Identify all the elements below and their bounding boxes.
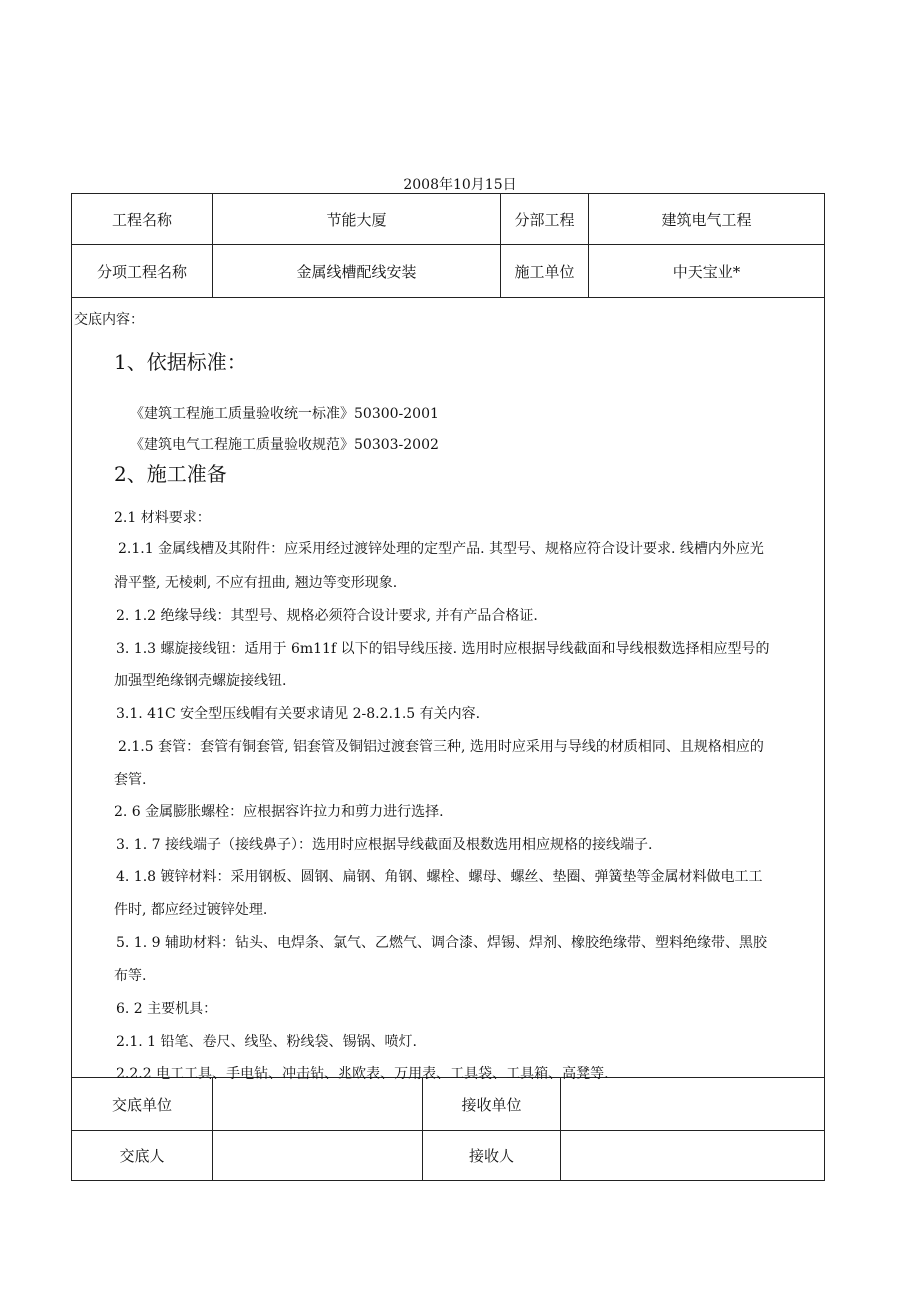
division-label: 分部工程 [500, 194, 588, 244]
content-line: 套管. [114, 772, 147, 788]
content-line: 2. 6 金属膨胀螺栓：应根据容许拉力和剪力进行选择. [114, 804, 444, 820]
division-value: 建筑电气工程 [588, 194, 824, 244]
content-line: 2.1.5 套管：套管有铜套管, 铝套管及铜铝过渡套管三种, 选用时应采用与导线的材质相同、且规格相应的 [118, 739, 764, 755]
sub-project-value: 金属线槽配线安装 [212, 245, 500, 297]
content-line: 5. 1. 9 辅助材料：钻头、电焊条、氯气、乙燃气、调合漆、焊锡、焊剂、橡胶绝缘带、塑料绝缘带、黑胶 [116, 935, 767, 951]
content-line: 2.2.2 电工工具、手电钻、冲击钻、兆欧表、万用表、工具袋、工具箱、高凳等. [116, 1066, 609, 1082]
content-line: 2.1.1 金属线槽及其附件：应采用经过渡锌处理的定型产品. 其型号、规格应符合设计要求. 线槽内外应光 [118, 541, 764, 557]
header-row-2 [72, 245, 824, 298]
content-line: 2. 1.2 绝缘导线：其型号、规格必须符合设计要求, 并有产品合格证. [116, 608, 538, 624]
sub-project-label: 分项工程名称 [96, 262, 187, 281]
section-2-title: 2、施工准备 [114, 462, 227, 486]
standard-line-2: 《建筑电气工程施工质量验收规范》50303-2002 [130, 437, 439, 453]
content-line: 2.1. 1 铅笔、卷尺、线坠、粉线袋、锡锅、喷灯. [116, 1034, 417, 1050]
content-line: 4. 1.8 镀锌材料：采用钢板、圆钢、扁钢、角钢、螺栓、螺母、螺丝、垫圈、弹簧垫等金属材料做电工工 [116, 869, 763, 885]
issuing-unit-label: 交底单位 [111, 1095, 172, 1114]
standard-line-1: 《建筑工程施工质量验收统一标准》50300-2001 [130, 406, 439, 422]
content-line: 3. 1. 7 接线端子（接线鼻子）：选用时应根据导线截面及根数选用相应规格的接线端子. [116, 837, 653, 853]
content-line: 6. 2 主要机具： [116, 1001, 218, 1017]
content-line: 件时, 都应经过镀锌处理. [114, 902, 268, 918]
disclosure-content [72, 298, 824, 1082]
receiver-label: 接收人 [422, 1131, 560, 1180]
content-line: 3.1. 41C 安全型压线帽有关要求请见 2-8.2.1.5 有关内容. [116, 706, 481, 722]
issuing-unit-value [212, 1078, 422, 1130]
receiver-value [560, 1131, 824, 1180]
content-line: 2.1 材料要求： [114, 510, 211, 526]
content-line: 3. 1.3 螺旋接线钮：适用于 6m11f 以下的铝导线压接. 选用时应根据导线截面和导线根数选择相应型号的 [116, 641, 770, 657]
section-1-title: 1、依据标准： [114, 350, 247, 374]
content-label: 交底内容： [74, 312, 144, 328]
content-line: 滑平整, 无棱刺, 不应有扭曲, 翘边等变形现象. [114, 575, 398, 591]
content-line: 布等. [114, 968, 147, 984]
header-row-1 [72, 194, 824, 245]
content-line: 加强型绝缘钢壳螺旋接线钮. [114, 673, 287, 689]
disclosure-form [71, 193, 825, 1181]
receiving-unit-label: 接收单位 [422, 1078, 560, 1130]
receiving-unit-value [560, 1078, 824, 1130]
footer-row-2 [72, 1131, 824, 1180]
issuer-label: 交底人 [119, 1147, 165, 1165]
contractor-label: 施工单位 [500, 245, 588, 297]
issuer-value [212, 1131, 422, 1180]
project-name-value: 节能大厦 [212, 194, 500, 244]
contractor-value: 中天宝业* [588, 245, 824, 297]
footer-row-1 [72, 1078, 824, 1131]
project-name-label: 工程名称 [111, 210, 172, 229]
document-date: 2008年10月15日 [403, 177, 517, 193]
